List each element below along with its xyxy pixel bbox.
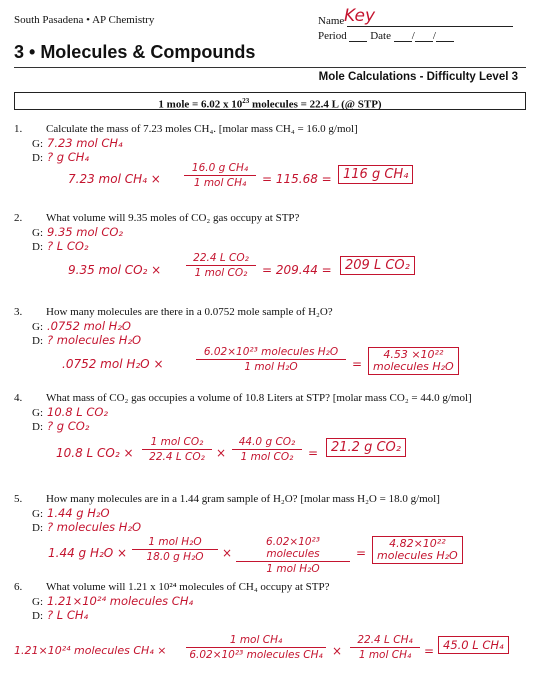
given-value: 1.21×10²⁴ molecules CH₄ bbox=[47, 594, 194, 608]
desired-value: ? molecules H₂O bbox=[47, 520, 142, 534]
desired-line bbox=[32, 333, 141, 347]
conversion-factor bbox=[196, 346, 346, 373]
desired-label: D: bbox=[32, 335, 43, 347]
work-multiply: × bbox=[332, 644, 343, 658]
factor-denominator: 1 mol CH₄ bbox=[358, 649, 412, 661]
desired-label: D: bbox=[32, 610, 43, 622]
answer-box bbox=[372, 536, 463, 564]
worksheet-subtitle: Mole Calculations - Difficulty Level 3 bbox=[318, 71, 518, 83]
work-result: = 115.68 = bbox=[262, 172, 332, 186]
answer-box: 21.2 g CO₂ bbox=[326, 438, 406, 457]
work-result: = bbox=[424, 644, 435, 658]
given-label: G: bbox=[32, 138, 43, 150]
question-number: 2. bbox=[14, 212, 23, 224]
date-year-line[interactable] bbox=[436, 31, 454, 42]
given-value: .0752 mol H₂O bbox=[47, 319, 131, 333]
given-line bbox=[32, 136, 123, 150]
desired-value: ? g CO₂ bbox=[47, 419, 90, 433]
factor-numerator: 22.4 L CO₂ bbox=[186, 252, 256, 266]
conversion-right: molecules = 22.4 L (@ STP) bbox=[249, 98, 382, 111]
name-value-handwritten: Key bbox=[344, 6, 376, 26]
desired-label: D: bbox=[32, 152, 43, 164]
work-start: 7.23 mol CH₄ × bbox=[68, 172, 161, 186]
desired-line bbox=[32, 419, 89, 433]
answer-box: 116 g CH₄ bbox=[338, 165, 413, 184]
given-value: 7.23 mol CH₄ bbox=[47, 136, 123, 150]
date-month-line[interactable] bbox=[394, 31, 412, 42]
conversion-factor bbox=[186, 252, 256, 279]
answer-line-1: 4.53 ×10²² bbox=[383, 348, 444, 361]
given-line bbox=[32, 405, 108, 419]
given-line bbox=[32, 225, 123, 239]
desired-line bbox=[32, 608, 88, 622]
factor-denominator: 1 mol CH₄ bbox=[193, 177, 247, 189]
school-course-label: South Pasadena • AP Chemistry bbox=[14, 14, 155, 26]
work-start: 9.35 mol CO₂ × bbox=[68, 263, 162, 277]
given-line bbox=[32, 594, 193, 608]
date-sep: / bbox=[432, 30, 436, 42]
factor-numerator: 6.02×10²³ molecules bbox=[236, 536, 350, 562]
factor-numerator: 22.4 L CH₄ bbox=[350, 634, 420, 648]
conversion-factor-2 bbox=[350, 634, 420, 661]
factor-numerator: 6.02×10²³ molecules H₂O bbox=[196, 346, 346, 360]
factor-denominator: 1 mol H₂O bbox=[244, 361, 298, 373]
question-number: 1. bbox=[14, 123, 23, 135]
question-number: 3. bbox=[14, 306, 23, 318]
work-result: = bbox=[356, 546, 367, 560]
factor-numerator: 16.0 g CH₄ bbox=[184, 162, 256, 176]
factor-denominator: 22.4 L CO₂ bbox=[149, 451, 205, 463]
work-result: = bbox=[352, 357, 363, 371]
factor-denominator: 18.0 g H₂O bbox=[146, 551, 204, 563]
factor-numerator: 1 mol CO₂ bbox=[142, 436, 212, 450]
given-label: G: bbox=[32, 321, 43, 333]
desired-label: D: bbox=[32, 421, 43, 433]
question-text: Calculate the mass of 7.23 moles CH₄. [molar mass CH₄ = 16.0 g/mol] bbox=[46, 123, 358, 135]
work-start: 1.21×10²⁴ molecules CH₄ × bbox=[14, 644, 167, 657]
desired-value: ? L CH₄ bbox=[47, 608, 89, 622]
factor-denominator: 1 mol H₂O bbox=[266, 563, 320, 575]
desired-line bbox=[32, 239, 89, 253]
question-text: What volume will 9.35 moles of CO₂ gas occupy at STP? bbox=[46, 212, 300, 224]
question-number: 5. bbox=[14, 493, 23, 505]
desired-value: ? L CO₂ bbox=[47, 239, 89, 253]
desired-value: ? molecules H₂O bbox=[47, 333, 142, 347]
date-sep: / bbox=[411, 30, 415, 42]
given-line bbox=[32, 319, 131, 333]
given-label: G: bbox=[32, 596, 43, 608]
answer-box: 45.0 L CH₄ bbox=[438, 636, 509, 654]
answer-line-1: 4.82×10²² bbox=[389, 537, 446, 550]
given-value: 10.8 L CO₂ bbox=[47, 405, 109, 419]
name-line[interactable] bbox=[347, 14, 513, 27]
title-divider bbox=[14, 67, 526, 68]
given-label: G: bbox=[32, 508, 43, 520]
factor-numerator: 1 mol H₂O bbox=[132, 536, 218, 550]
given-value: 9.35 mol CO₂ bbox=[47, 225, 124, 239]
name-field bbox=[318, 14, 513, 27]
question-number: 6. bbox=[14, 581, 23, 593]
work-start: 1.44 g H₂O × bbox=[48, 546, 128, 560]
period-label: Period bbox=[318, 30, 347, 42]
given-label: G: bbox=[32, 227, 43, 239]
given-label: G: bbox=[32, 407, 43, 419]
question-number: 4. bbox=[14, 392, 23, 404]
conversion-factor-2 bbox=[236, 536, 350, 575]
conversion-factor-2 bbox=[232, 436, 302, 463]
factor-denominator: 1 mol CO₂ bbox=[240, 451, 294, 463]
desired-line bbox=[32, 150, 89, 164]
desired-label: D: bbox=[32, 522, 43, 534]
conversion-factor-1 bbox=[142, 436, 212, 463]
date-label: Date bbox=[370, 30, 391, 42]
desired-value: ? g CH₄ bbox=[47, 150, 90, 164]
answer-line-2: molecules H₂O bbox=[373, 360, 454, 373]
work-start: 10.8 L CO₂ × bbox=[56, 446, 134, 460]
work-multiply: × bbox=[222, 546, 233, 560]
conversion-factor bbox=[184, 162, 256, 189]
factor-denominator: 1 mol CO₂ bbox=[194, 267, 248, 279]
question-text: How many molecules are there in a 0.0752 mole sample of H₂O? bbox=[46, 306, 333, 318]
question-text: How many molecules are in a 1.44 gram sample of H₂O? [molar mass H₂O = 18.0 g/mol] bbox=[46, 493, 440, 505]
question-text: What mass of CO₂ gas occupies a volume of 10.8 Liters at STP? [molar mass CO₂ = 44.0 g/mol] bbox=[46, 392, 472, 404]
work-result: = bbox=[308, 446, 319, 460]
period-line[interactable] bbox=[349, 31, 367, 42]
factor-numerator: 1 mol CH₄ bbox=[186, 634, 326, 648]
conversion-box bbox=[14, 92, 526, 110]
answer-box bbox=[368, 347, 459, 375]
answer-box: 209 L CO₂ bbox=[340, 256, 415, 275]
conversion-exponent: 23 bbox=[242, 97, 250, 105]
worksheet-title: 3 • Molecules & Compounds bbox=[14, 42, 256, 62]
given-value: 1.44 g H₂O bbox=[47, 506, 110, 520]
date-day-line[interactable] bbox=[415, 31, 433, 42]
conversion-left: 1 mole = 6.02 x 10 bbox=[158, 98, 243, 111]
work-multiply: × bbox=[216, 446, 227, 460]
period-date-field bbox=[318, 30, 454, 42]
conversion-factor-1 bbox=[186, 634, 326, 661]
question-text: What volume will 1.21 x 10²⁴ molecules of CH₄ occupy at STP? bbox=[46, 581, 330, 593]
desired-label: D: bbox=[32, 241, 43, 253]
given-line bbox=[32, 506, 110, 520]
work-result: = 209.44 = bbox=[262, 263, 332, 277]
name-label: Name bbox=[318, 15, 345, 27]
factor-numerator: 44.0 g CO₂ bbox=[232, 436, 302, 450]
work-start: .0752 mol H₂O × bbox=[62, 357, 164, 371]
factor-denominator: 6.02×10²³ molecules CH₄ bbox=[189, 649, 323, 661]
desired-line bbox=[32, 520, 141, 534]
answer-line-2: molecules H₂O bbox=[377, 549, 458, 562]
conversion-factor-1 bbox=[132, 536, 218, 563]
